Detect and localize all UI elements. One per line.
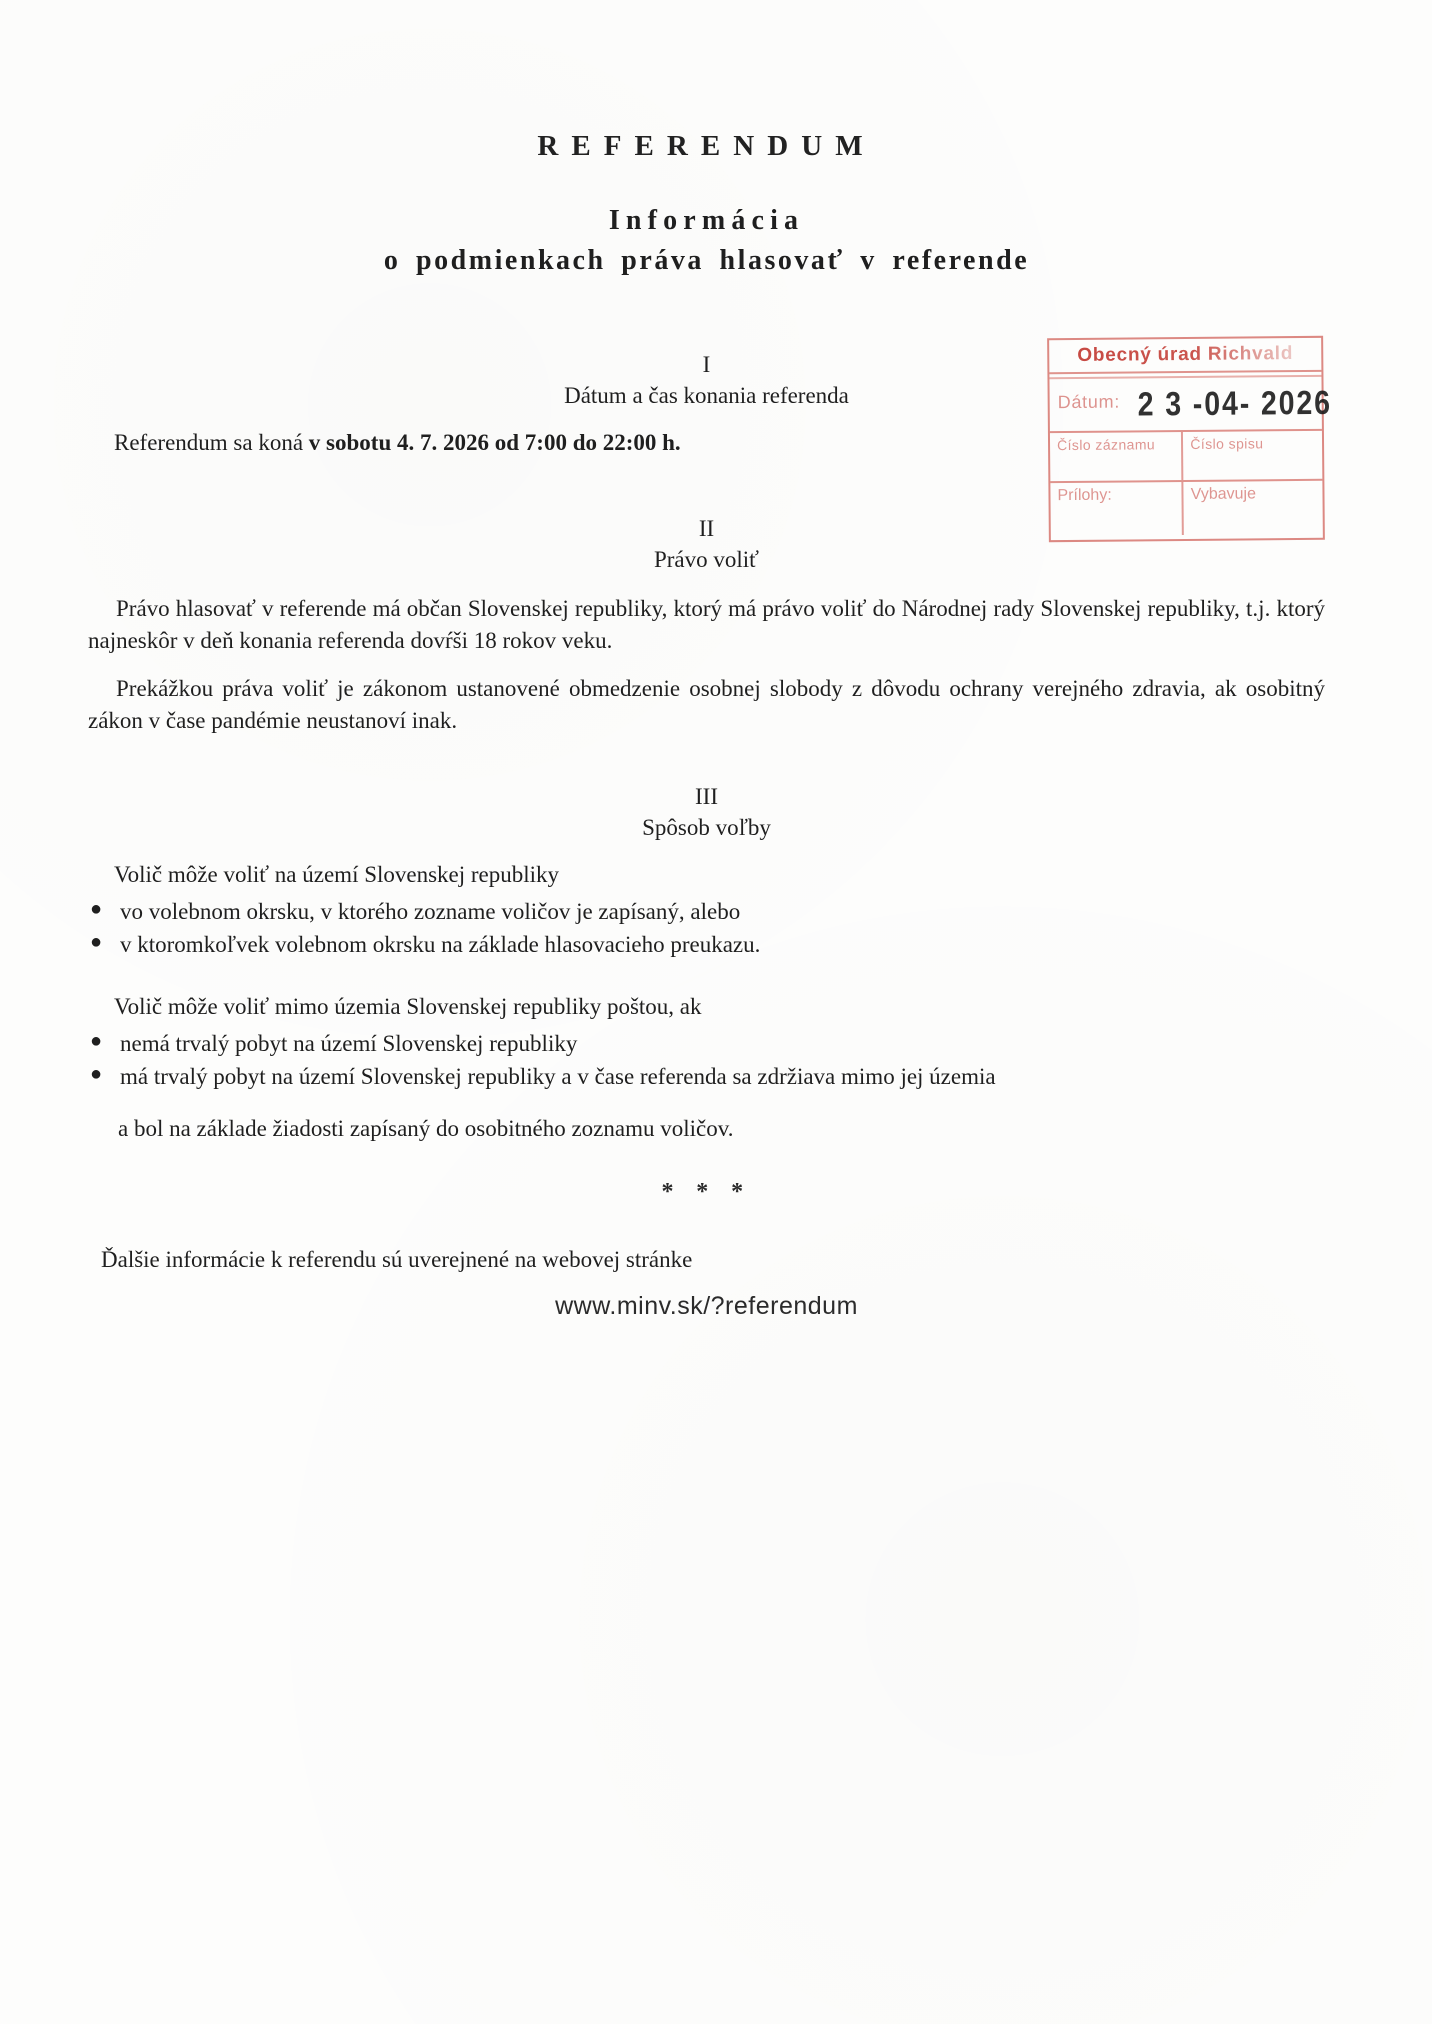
stamp-attachments-label: Prílohy: <box>1050 482 1184 536</box>
stamp-date-value: 2 3 -04- 2026 <box>1137 384 1333 424</box>
list-item <box>88 928 1325 961</box>
stamp-date-row <box>1049 375 1333 433</box>
section-2-paragraph-1: Právo hlasovať v referende má občan Slovenskej republiky, ktorý má právo voliť do Národnej rady Slovenskej republiky, t.j. ktorý najneskôr v deň konania referenda dovŕši 18 rokov veku. <box>88 596 1325 653</box>
stamp-date-label: Dátum: <box>1057 391 1121 413</box>
section-2-paragraph-2: Prekážkou práva voliť je zákonom ustanovené obmedzenie osobnej slobody z dôvodu ochrany verejného zdravia, ak osobitný zákon v čase pandémie neustanoví inak. <box>88 676 1325 733</box>
list-item-text: nemá trvalý pobyt na území Slovenskej republiky <box>120 1031 578 1056</box>
section-2-heading: Právo voliť <box>653 547 760 572</box>
list-item-text: má trvalý pobyt na území Slovenskej republiky a v čase referenda sa zdržiava mimo jej územia <box>120 1064 996 1089</box>
stamp-header-row <box>1049 338 1321 374</box>
bullet-icon: ● <box>90 898 103 920</box>
stamp-bottom-row <box>1050 481 1322 536</box>
postal-voting-options-list <box>88 1027 1325 1093</box>
stamp-record-number-label: Číslo záznamu <box>1050 432 1184 481</box>
referendum-date-text: Referendum sa koná <box>114 430 309 455</box>
document-body <box>88 130 1325 1321</box>
list-item <box>88 1060 1325 1093</box>
bullet-icon: ● <box>90 931 103 953</box>
list-item-text: v ktoromkoľvek volebnom okrsku na základe hlasovacieho preukazu. <box>120 932 761 957</box>
territory-voting-options-list <box>88 895 1325 961</box>
section-1-number: I <box>702 352 711 377</box>
list-item <box>88 895 1325 928</box>
document-subtitle-line2: o podmienkach práva hlasovať v referende <box>383 245 1030 276</box>
list-item <box>88 1027 1325 1060</box>
stamp-file-number-label: Číslo spisu <box>1190 435 1264 452</box>
bullet-icon: ● <box>90 1030 103 1052</box>
ministry-url: www.minv.sk/?referendum <box>555 1292 858 1320</box>
stamp-office-name: Obecný úrad Richvald <box>1077 343 1294 366</box>
referendum-date-bold: v sobotu 4. 7. 2026 od 7:00 do 22:00 h. <box>308 430 681 455</box>
special-list-continuation: a bol na základe žiadosti zapísaný do osobitného zoznamu voličov. <box>118 1116 734 1141</box>
voting-territory-intro: Volič môže voliť na území Slovenskej republiky <box>114 862 560 887</box>
office-stamp <box>1047 336 1333 542</box>
section-2-number: II <box>698 516 715 541</box>
section-1-heading: Dátum a čas konania referenda <box>564 383 849 408</box>
stamp-handler-label: Vybavuje <box>1190 485 1257 503</box>
document-title: REFERENDUM <box>537 130 876 162</box>
more-info-text: Ďalšie informácie k referendu sú uverejnené na webovej stránke <box>101 1247 693 1272</box>
section-3-heading: Spôsob voľby <box>642 815 771 840</box>
section-3-number: III <box>695 784 718 809</box>
bullet-icon: ● <box>90 1063 103 1085</box>
document-subtitle-line1: Informácia <box>608 205 805 236</box>
list-item-text: vo volebnom okrsku, v ktorého zozname voličov je zapísaný, alebo <box>120 899 741 924</box>
stamp-numbers-row <box>1050 431 1322 483</box>
asterisk-separator: * * * <box>661 1179 752 1205</box>
postal-voting-intro: Volič môže voliť mimo územia Slovenskej republiky poštou, ak <box>114 994 702 1019</box>
